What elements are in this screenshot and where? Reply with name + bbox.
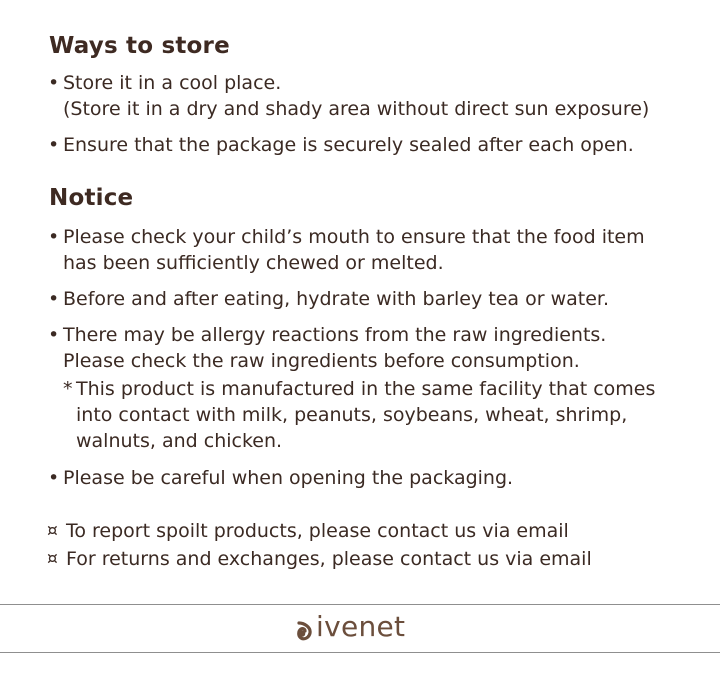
leaf-drop-icon — [296, 619, 314, 641]
bullet-dot: • — [48, 72, 60, 94]
bullet-dot: • — [48, 324, 60, 346]
contact-spoilt-products: To report spoilt products, please contact us via email — [66, 520, 569, 542]
bullet-dot: • — [48, 134, 60, 156]
bullet-dot: • — [48, 467, 60, 489]
allergy-note-line-3: walnuts, and chicken. — [76, 430, 283, 452]
allergy-note-line-1: This product is manufactured in the same facility that comes — [76, 378, 656, 400]
footer-divider-bottom — [0, 652, 720, 653]
storage-item-1: Store it in a cool place. — [63, 72, 282, 94]
notice-item-3-cont: Please check the raw ingredients before consumption. — [63, 350, 580, 372]
bullet-dot: • — [48, 288, 60, 310]
notice-heading: Notice — [49, 185, 134, 211]
notice-item-3: There may be allergy reactions from the raw ingredients. — [63, 324, 607, 346]
brand-logo — [296, 610, 405, 644]
notice-item-2: Before and after eating, hydrate with barley tea or water. — [63, 288, 609, 310]
notice-item-1-cont: has been sufficiently chewed or melted. — [63, 252, 444, 274]
brand-logo-text: ivenet — [316, 610, 406, 643]
notice-item-4: Please be careful when opening the packaging. — [63, 467, 514, 489]
currency-sign-mark: ¤ — [47, 521, 58, 541]
storage-item-2: Ensure that the package is securely sealed after each open. — [63, 134, 634, 156]
storage-item-1-detail: (Store it in a dry and shady area without direct sun exposure) — [63, 98, 650, 120]
contact-returns-exchanges: For returns and exchanges, please contact us via email — [66, 548, 592, 570]
allergy-note-line-2: into contact with milk, peanuts, soybeans, wheat, shrimp, — [76, 404, 628, 426]
storage-heading: Ways to store — [49, 33, 230, 59]
notice-item-1: Please check your child’s mouth to ensure that the food item — [63, 226, 645, 248]
currency-sign-mark: ¤ — [47, 549, 58, 569]
footer-divider-top — [0, 604, 720, 605]
bullet-dot: • — [48, 226, 60, 248]
asterisk-note-mark: * — [63, 378, 73, 400]
